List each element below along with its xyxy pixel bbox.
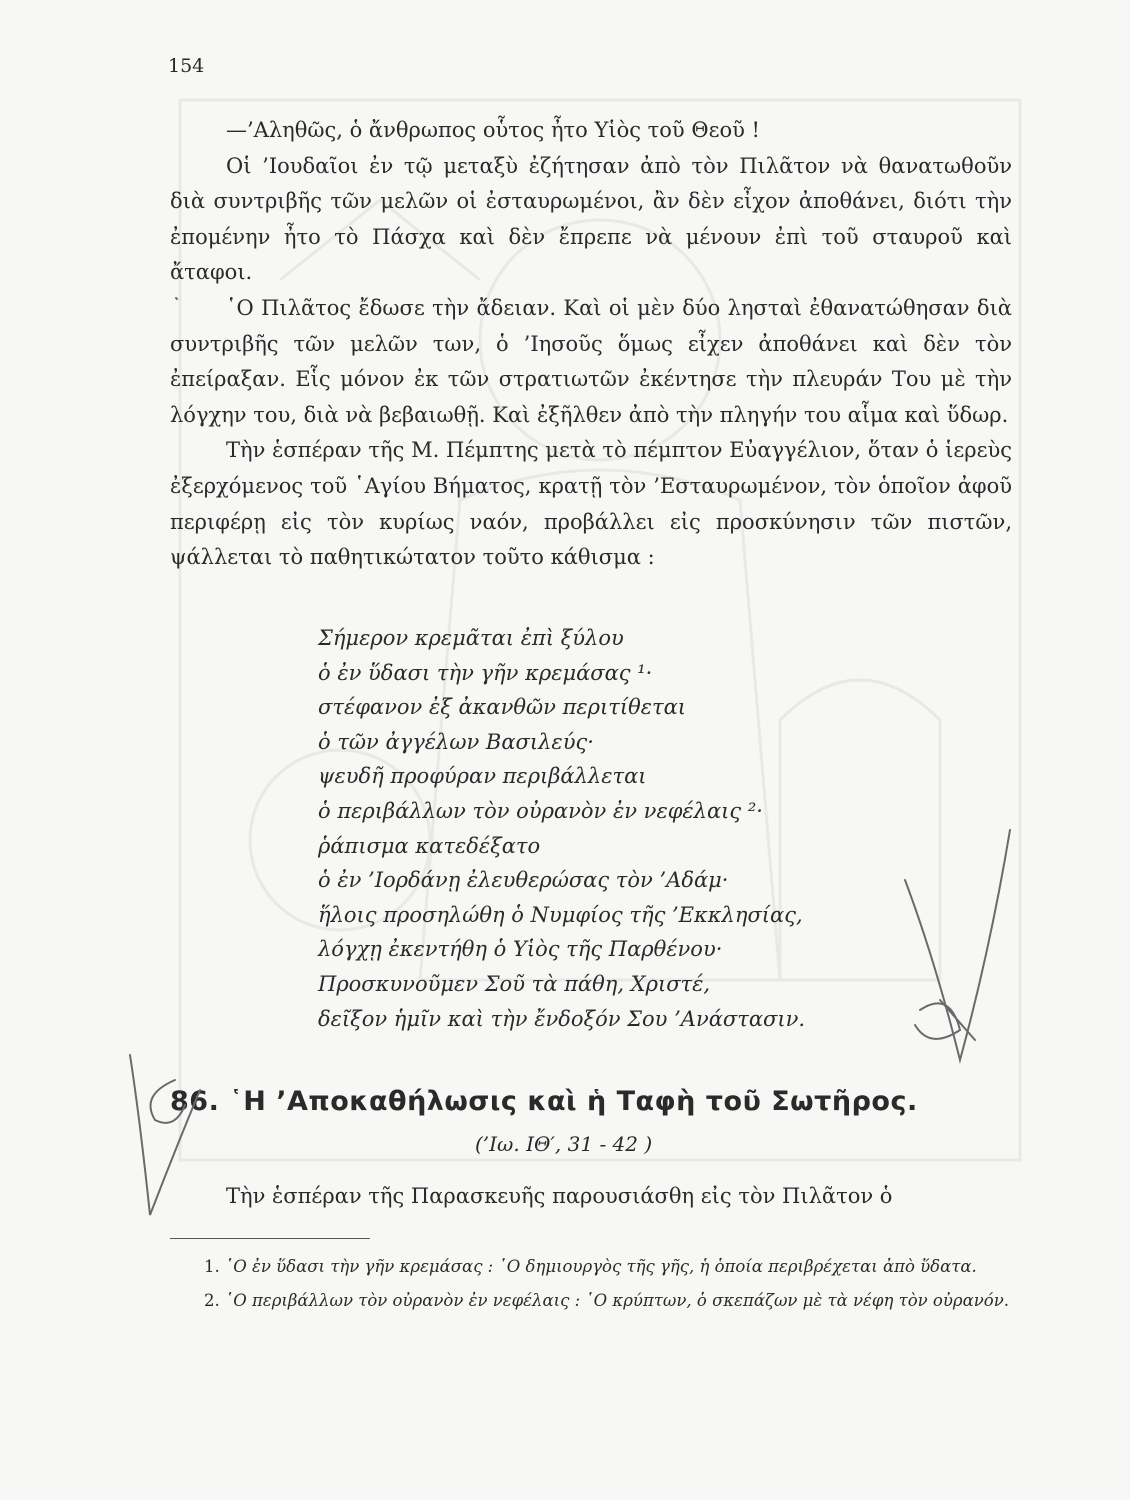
- hymn-kathisma: [318, 621, 938, 1036]
- footnote-divider: [170, 1238, 370, 1239]
- paragraph-exclamation: —’Αληθῶς, ὁ ἄνθρωπος οὗτος ἦτο Υἱὸς τοῦ Θεοῦ !: [226, 118, 760, 142]
- hymn-line: δεῖξον ἡμῖν καὶ τὴν ἔνδοξόν Σου ’Ανάστασιν.: [318, 1006, 806, 1031]
- hymn-line: Σήμερον κρεμᾶται ἐπὶ ξύλου: [318, 626, 624, 650]
- footnote-1: [170, 1254, 1012, 1280]
- footnote-explanation: ῾Ο δημιουργὸς τῆς γῆς, ἡ ὁποία περιβρέχεται ἀπὸ ὕδατα.: [498, 1257, 977, 1276]
- body-text: [170, 113, 1012, 576]
- page-number: 154: [168, 55, 205, 77]
- footnotes: [170, 1254, 1012, 1322]
- hymn-line: ἥλοις προσηλώθη ὁ Νυμφίος τῆς ’Εκκλησίας,: [318, 902, 803, 927]
- hymn-line: ῥάπισμα κατεδέξατο: [318, 833, 541, 858]
- footnote-number: 1.: [204, 1257, 220, 1276]
- hymn-line: Προσκυνοῦμεν Σοῦ τὰ πάθη, Χριστέ,: [318, 971, 711, 996]
- footnote-term: ῾Ο περιβάλλων τὸν οὐρανὸν ἐν νεφέλαις :: [225, 1291, 581, 1310]
- paragraph-pilate-permission: ῾Ο Πιλᾶτος ἔδωσε τὴν ἄδειαν. Καὶ οἱ μὲν δύο λησταὶ ἐθανατώθησαν διὰ συντριβῆς τῶν μελῶν των, ὁ ’Ιησοῦς ὅμως εἶχεν ἀποθάνει καὶ δὲν τὸν ἐπείραξαν. Εἷς μόνον ἐκ τῶν στρατιωτῶν ἐκέντησε τὴν πλευράν Του μὲ τὴν λόγχην του, διὰ νὰ βεβαιωθῇ. Καὶ ἐξῆλθεν ἀπὸ τὴν πληγήν του αἷμα καὶ ὕδωρ.: [170, 295, 1012, 427]
- hymn-line: λόγχῃ ἐκεντήθη ὁ Υἱὸς τῆς Παρθένου·: [318, 937, 723, 962]
- footnote-number: 2.: [204, 1291, 220, 1310]
- hymn-line: ὁ περιβάλλων τὸν οὐρανὸν ἐν νεφέλαις ²·: [318, 798, 763, 823]
- hymn-line: ὁ τῶν ἀγγέλων Βασιλεύς·: [318, 729, 594, 754]
- hymn-line: ψευδῆ προφύραν περιβάλλεται: [318, 764, 647, 789]
- footnote-term: ῾Ο ἐν ὕδασι τὴν γῆν κρεμάσας :: [225, 1257, 494, 1276]
- section-title: ῾Η ’Αποκαθήλωσις καὶ ἡ Ταφὴ τοῦ Σωτῆρος.: [229, 1086, 918, 1117]
- hymn-line: ὁ ἐν ὕδασι τὴν γῆν κρεμάσας ¹·: [318, 660, 653, 685]
- footnote-2: [170, 1288, 1012, 1314]
- section-reference: (’Ιω. ΙΘ′, 31 - 42 ): [475, 1132, 653, 1156]
- section-heading: [170, 1086, 918, 1117]
- hymn-line: ὁ ἐν ’Ιορδάνῃ ἐλευθερώσας τὸν ’Αδάμ·: [318, 868, 729, 893]
- hymn-line: στέφανον ἐξ ἀκανθῶν περιτίθεται: [318, 695, 687, 720]
- footnote-explanation: ῾Ο κρύπτων, ὁ σκεπάζων μὲ τὰ νέφη τὸν οὐρανόν.: [585, 1291, 1009, 1310]
- section-number: 86.: [170, 1086, 220, 1117]
- paragraph-holy-thursday: Τὴν ἑσπέραν τῆς Μ. Πέμπτης μετὰ τὸ πέμπτον Εὐαγγέλιον, ὅταν ὁ ἱερεὺς ἐξερχόμενος τοῦ ῾Αγίου Βήματος, κρατῇ τὸν ’Εσταυρωμένον, τὸν ὁποῖον ἀφοῦ περιφέρῃ εἰς τὸν κυρίως ναόν, προβάλλει εἰς προσκύνησιν τῶν πιστῶν, ψάλλεται τὸ παθητικώτατον τοῦτο κάθισμα :: [170, 438, 1012, 570]
- paragraph-friday-evening: Τὴν ἑσπέραν τῆς Παρασκευῆς παρουσιάσθη εἰς τὸν Πιλᾶτον ὁ: [226, 1184, 893, 1208]
- paragraph-jews-request: Οἱ ’Ιουδαῖοι ἐν τῷ μεταξὺ ἐζήτησαν ἀπὸ τὸν Πιλᾶτον νὰ θανατωθοῦν διὰ συντριβῆς τῶν μελῶν οἱ ἐσταυρωμένοι, ἂν δὲν εἶχον ἀποθάνει, διότι τὴν ἐπομένην ἦτο τὸ Πάσχα καὶ δὲν ἔπρεπε νὰ μένουν ἐπὶ τοῦ σταυροῦ καὶ ἄταφοι.: [170, 153, 1012, 285]
